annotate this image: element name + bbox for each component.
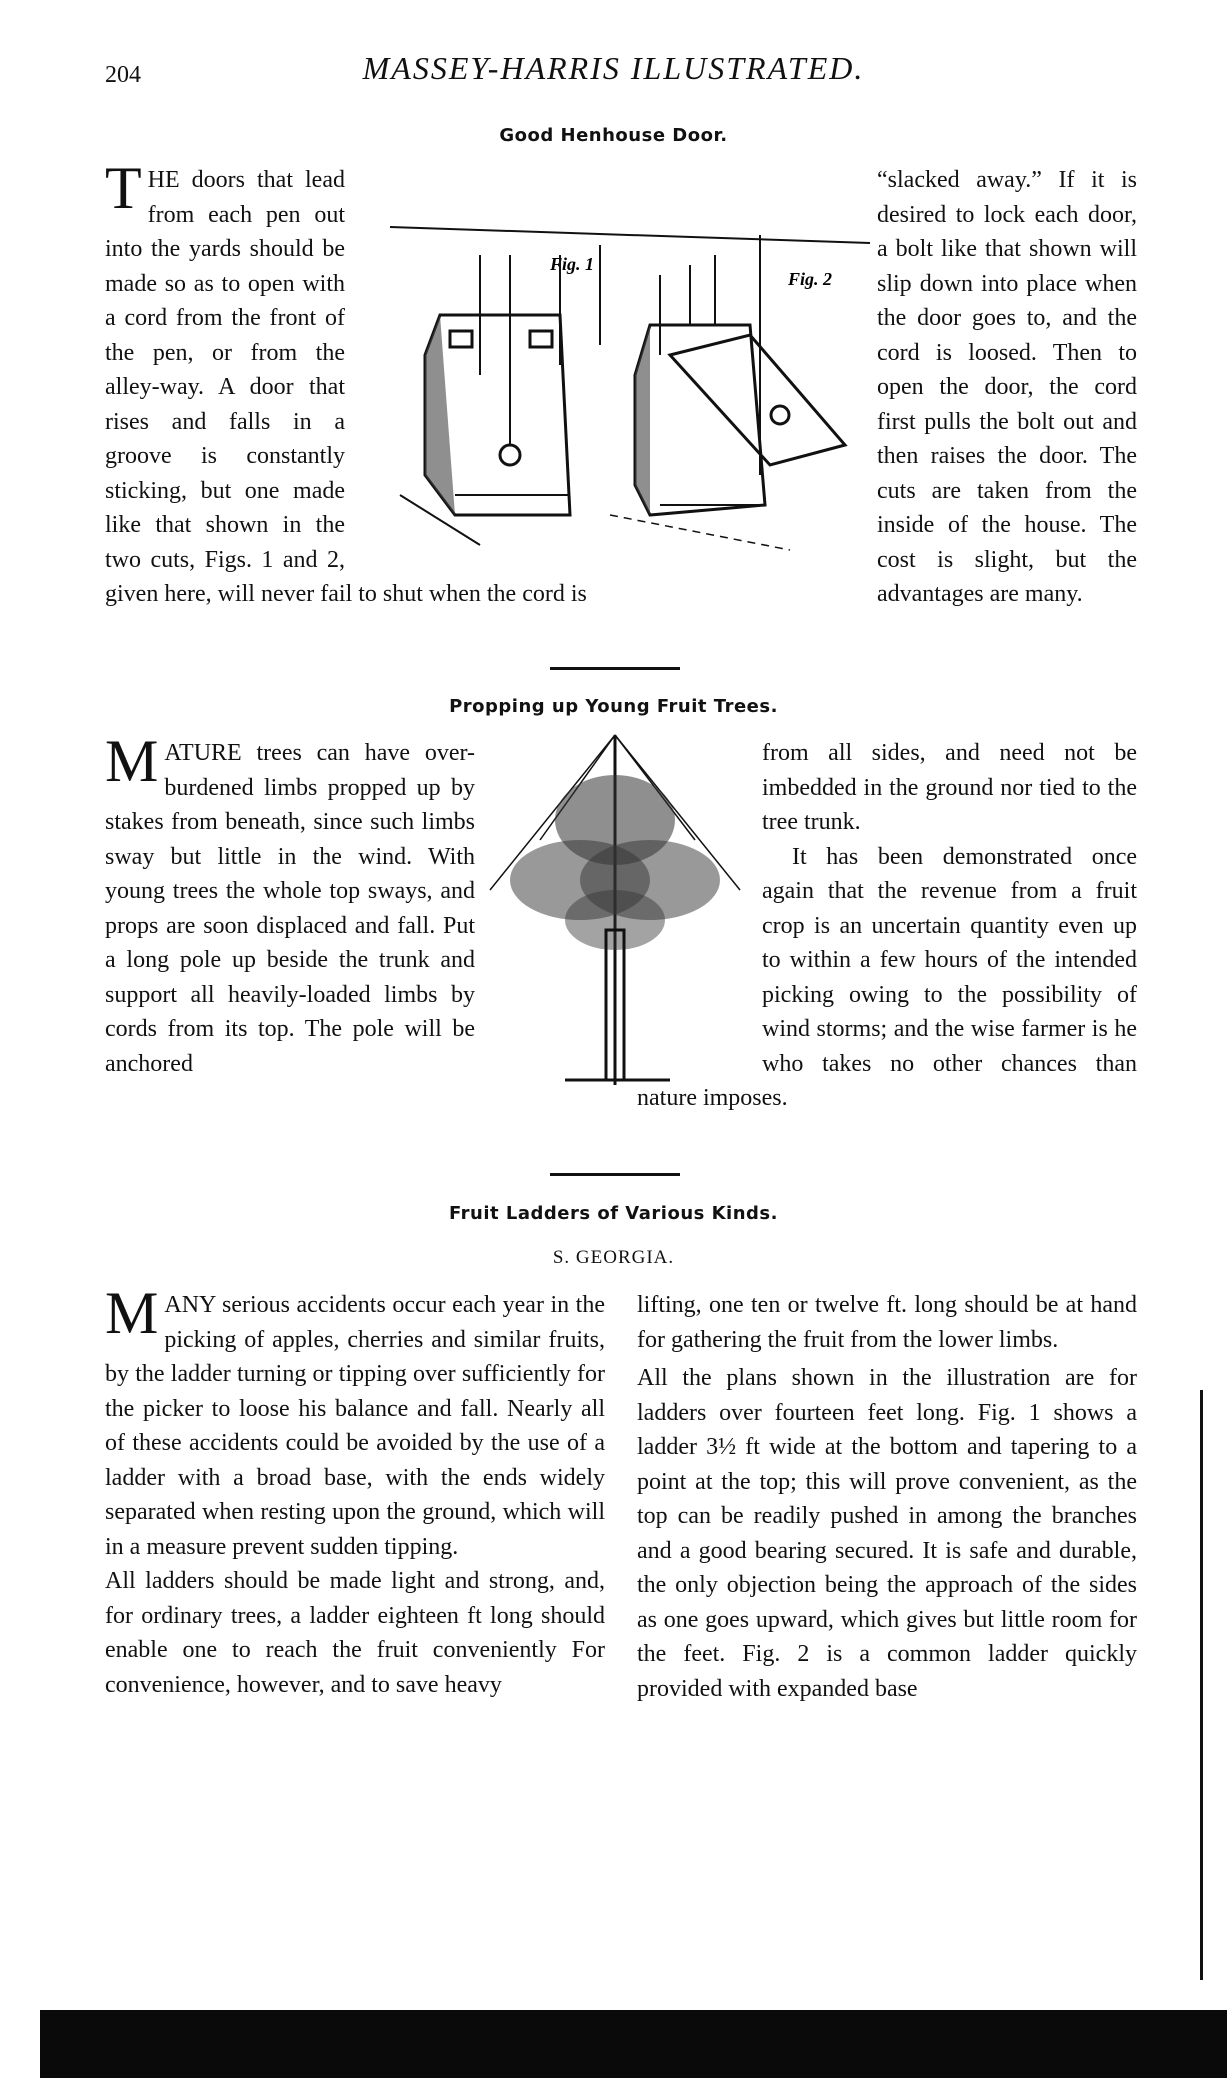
ladders-col2-p1: lifting, one ten or twelve ft. long should be at hand for gathering the fruit from the lower limbs. [637,1292,1137,1353]
fruit-trees-col1 [105,728,605,1081]
fruit-trees-col2-p2: It has been demonstrated once again that the revenue from a fruit crop is an uncertain quantity even up to within a few hours of the intended picking owing to the possibility of wind storms; and the wise farmer is he who takes no other chances than nature imposes. [637,843,1137,1111]
fruit-trees-title: Propping up Young Fruit Trees. [449,696,778,717]
fruit-trees-col1-text: ATURE trees can have over-burdened limbs propped up by stakes from beneath, since such limbs sway but little in the wind. With young trees the whole top sways, and props are soon displaced and fall. Put a long pole up beside the trunk and support all heavily-loaded limbs by cords from its top. The pole will be anchored [105,740,475,1077]
ladders-col2 [637,1288,1137,1706]
henhouse-col1 [105,155,605,612]
ladders-col1-p2: All ladders should be made light and strong, and, for ordinary trees, a ladder eighteen ft long should enable one to reach the fruit conveniently For convenience, however, and to save heavy [105,1568,605,1698]
section-divider-1 [550,667,680,670]
ladders-col1 [105,1280,605,1702]
fig2-label: Fig. 2 [788,269,833,289]
page-number: 204 [105,62,141,88]
running-title: MASSEY-HARRIS ILLUSTRATED. [362,50,865,86]
ladders-col1-p1: ANY serious accidents occur each year in the picking of apples, cherries and similar fruits, by the ladder turning or tipping over sufficiently for the picker to loose his balance and fall. Nearly all of these accidents could be avoided by the use of a ladder with a broad base, with the ends widely separated when resting upon the ground, which will in a measure prevent sudden tipping. [105,1292,605,1560]
henhouse-title: Good Henhouse Door. [499,125,728,146]
scan-bottom-band [40,2010,1227,2078]
fruit-trees-col2-p1: from all sides, and need not be imbedded in the ground nor tied to the tree trunk. [762,740,1137,835]
ladders-drop-cap: M [105,1280,159,1346]
scan-edge-line [1200,1390,1203,1980]
section-divider-2 [550,1173,680,1176]
fruit-trees-col2 [637,736,1137,1116]
henhouse-col2 [637,163,1137,612]
ladders-title: Fruit Ladders of Various Kinds. [449,1203,778,1224]
ladders-byline: S. GEORGIA. [552,1247,675,1268]
henhouse-col1-text: HE doors that lead from each pen out into the yards should be made so as to open with a cord from the front of the pen, or from the alley-way. A door that rises and falls in a groove is constantly sticking, but one made like that shown in the two cuts, Figs. 1 and 2, given here, will never fail to shut when the cord is [105,167,587,607]
fig1-label: Fig. 1 [550,254,595,274]
ladders-col2-p2: All the plans shown in the illustration are for ladders over fourteen feet long. Fig. 1 shows a ladder 3½ ft wide at the bottom and tapering to a point at the top; this will prove convenient, as the top can be readily pushed in among the branches and a good bearing secured. It is safe and durable, the only objection being the approach of the sides as one goes upward, which gives but little room for the feet. Fig. 2 is a common ladder quickly provided with expanded base [637,1365,1137,1702]
henhouse-drop-cap: T [105,155,142,221]
henhouse-col2-text: “slacked away.” If it is desired to lock each door, a bolt like that shown will slip down into place when the door goes to, and the cord is loosed. Then to open the door, the cord first pulls the bolt out and then raises the door. The cuts are taken from the inside of the house. The cost is slight, but the advantages are many. [877,167,1137,607]
fruit-trees-drop-cap: M [105,728,159,794]
